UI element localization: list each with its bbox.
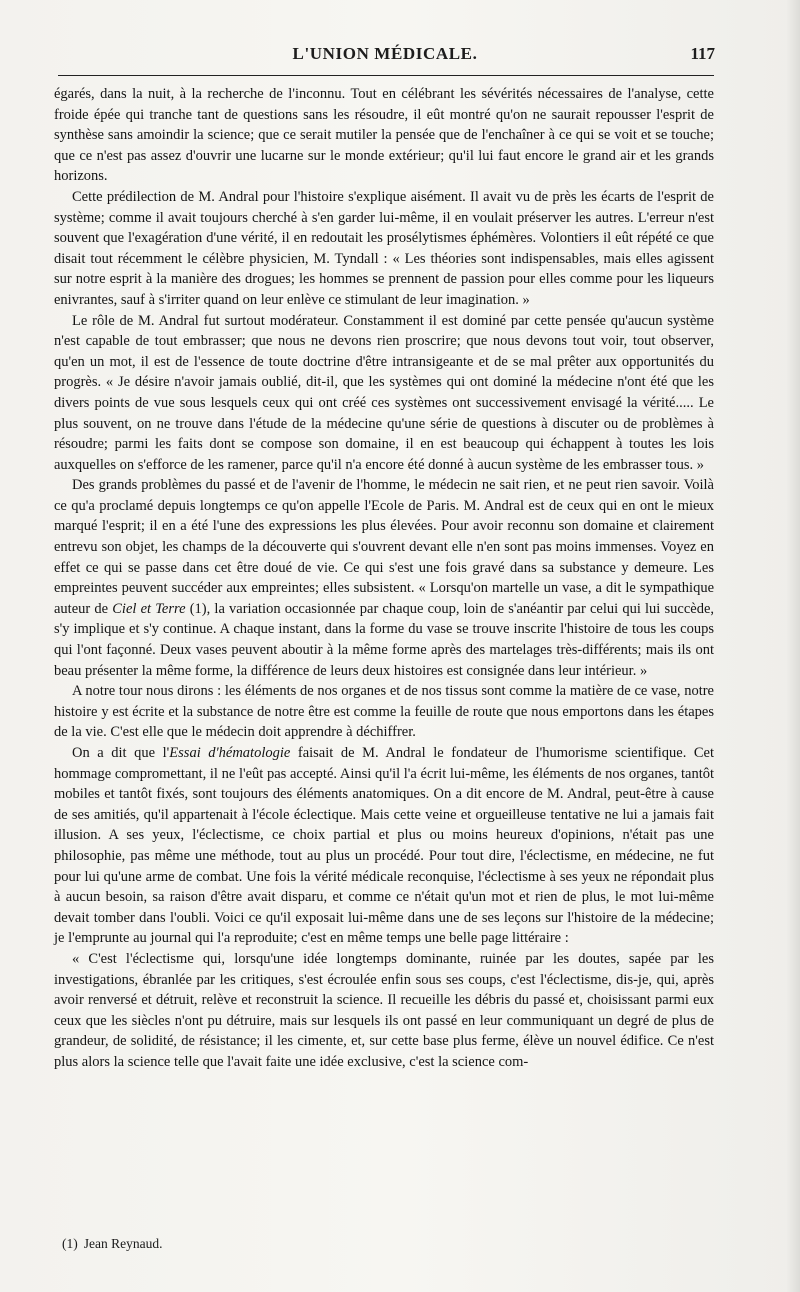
running-header	[55, 44, 715, 74]
paragraph-5: A notre tour nous dirons : les éléments de nos organes et de nos tissus sont comme la matière de ce vase, notre histoire y est écrite et la substance de notre être est comme la feuille de route que nous emportons dans les étapes de la vie. C'est elle que le médecin doit apprendre à déchiffrer.	[54, 683, 714, 741]
page-number: 117	[690, 44, 715, 63]
paragraph-2: Cette prédilection de M. Andral pour l'histoire s'explique aisément. Il avait vu de près les écarts de l'esprit de système; comme il avait toujours cherché à s'en garder lui-même, il en voulait préserver les autres. L'erreur n'est souvent que l'exagération d'une vérité, il en redoutait les prosélytismes éphémères. Volontiers il eût répété ce que disait tout récemment le célèbre physicien, M. Tyndall : « Les théories sont indispensables, mais elles agissent sur notre esprit à la manière des drogues; les hommes se prennent de passion pour elles comme pour les liqueurs enivrantes, sauf à s'irriter quand on leur enlève ce stimulant de leur imagination. »	[54, 188, 714, 308]
paragraph-6-text-a: On a dit que l'	[72, 745, 170, 761]
paragraph-3: Le rôle de M. Andral fut surtout modérateur. Constamment il est dominé par cette pensée qu'aucun système n'est capable de tout embrasser; que nous ne devons rien proscrire; que nous devons tout voir, tout observer, qu'en un mot, il est de l'essence de toute doctrine d'être intransigeante et de se mal prêter aux opportunités du progrès. « Je désire n'avoir jamais oublié, dit-il, que les systèmes qui ont dominé la médecine n'ont été que les divers points de vue sous lesquels ceux qui ont créé ces systèmes ont successivement envisagé la vérité..... Le plus souvent, on ne trouve dans l'étude de la médecine qu'une série de questions à discuter ou de problèmes à résoudre; parmi les faits dont se compose son domaine, il en est beaucoup qui échappent à toutes les lois auxquelles on s'efforce de les ramener, parce qu'il n'a encore été donné à aucun système de les embrasser tous. »	[54, 312, 714, 473]
header-rule	[58, 75, 714, 76]
paragraph-4-text-b: (1), la variation occasionnée par chaque coup, loin de s'anéantir par celui qui lui succède, s'y implique et s'y continue. A chaque instant, dans la forme du vase se trouve inscrite l'histoire de tous les coups qui l'ont façonné. Deux vases peuvent aboutir à la même forme après des martelages très-différents; mais ils ont beau présenter la même forme, la différence de leurs deux histoires est consignée dans leur intérieur. »	[54, 600, 715, 679]
paragraph-4-text-a: Des grands problèmes du passé et de l'avenir de l'homme, le médecin ne sait rien, et ne peut rien savoir. Voilà ce qu'a proclamé depuis longtemps ce qu'on appelle l'Ecole de Paris. M. Andral est de ceux qui en ont le mieux marqué l'esprit; il en a été l'une des expressions les plus élevées. Pour avoir reconnu son domaine et clairement entrevu son objet, les champs de la découverte qui s'ouvrent devant elle n'en sont pas moins immenses. Voyez en effet ce qui se passe dans cet être doué de vie. Ce qui s'est une fois gravé dans sa substance y demeure. Les empreintes peuvent succéder aux empreintes; elles subsistent. « Lorsqu'on martelle un vase, a dit le sympathique auteur de	[54, 477, 714, 617]
footnote-text: Jean Reynaud.	[83, 1236, 163, 1251]
footnote	[62, 1236, 162, 1252]
footnote-ref: (1)	[62, 1236, 78, 1251]
paragraph-1: égarés, dans la nuit, à la recherche de l'inconnu. Tout en célébrant les sévérités nécessaires de l'analyse, cette froide épée qui tranche tant de questions sans les résoudre, il eût montré qu'on ne saurait repousser l'esprit de synthèse sans amoindir la science; que ce serait mutiler la pensée que de l'enchaîner à ce qui se voit et se touche; que ce n'est pas assez d'ouvrir une lucarne sur le monde extérieur; qu'il lui faut encore le grand air et les grands horizons.	[54, 86, 714, 185]
paragraph-4	[54, 475, 714, 681]
paragraph-6	[54, 743, 714, 949]
book-title-essai-hematologie: Essai d'hématologie	[169, 745, 291, 761]
journal-title: L'UNION MÉDICALE.	[292, 44, 478, 63]
book-title-ciel-et-terre: Ciel et Terre	[112, 600, 186, 617]
page-edge-shadow	[786, 0, 800, 1292]
article-body	[54, 84, 714, 1073]
paragraph-7: « C'est l'éclectisme qui, lorsqu'une idée longtemps dominante, ruinée par les doutes, sapée par les investigations, ébranlée par les critiques, s'est écroulée enfin sous ses coups, c'est l'éclectisme, dis-je, qui, après avoir renversé et détruit, relève et reconstruit la science. Il recueille les débris du passé et, choisissant parmi eux ceux que les siècles n'ont pu détruire, mais sur lesquels ils ont passé en leur communiquant un degré de plus de grandeur, de solidité, de résistance; il les cimente, et, sur cette base plus ferme, élève un nouvel édifice. Ce n'est plus alors la science telle que l'avait faite une idée exclusive, c'est la science com-	[54, 950, 714, 1070]
paragraph-6-text-b: faisait de M. Andral le fondateur de l'humorisme scientifique. Cet hommage compromettant, il ne l'eût pas accepté. Ainsi qu'il l'a écrit lui-même, les éléments de nos organes, tantôt mobiles et tantôt fixés, sont toujours des éléments anatomiques. On a dit encore de M. Andral, peut-être à cause de ses amitiés, qu'il appartenait à l'école éclectique. Mais cette veine et orgueilleuse tentative ne lui a jamais fait illusion. A ses yeux, l'éclectisme, ce choix partial et plus ou moins heureux d'opinions, n'était pas une philosophie, pas même une méthode, tout au plus un procédé. Pour tout dire, l'éclectisme, en médecine, ne fut pour lui qu'une arme de combat. Une fois la vérité médicale reconquise, l'éclectisme à ses yeux ne répondait plus à aucun besoin, sa raison d'être avait disparu, et comme ce n'était qu'un mot et rien de plus, le mot lui-même devait tomber dans l'oubli. Voici ce qu'il exposait lui-même dans une de ses leçons sur l'histoire de la médecine; je l'emprunte au journal qui l'a reproduite; c'est en même temps une belle page littéraire :	[54, 745, 715, 947]
